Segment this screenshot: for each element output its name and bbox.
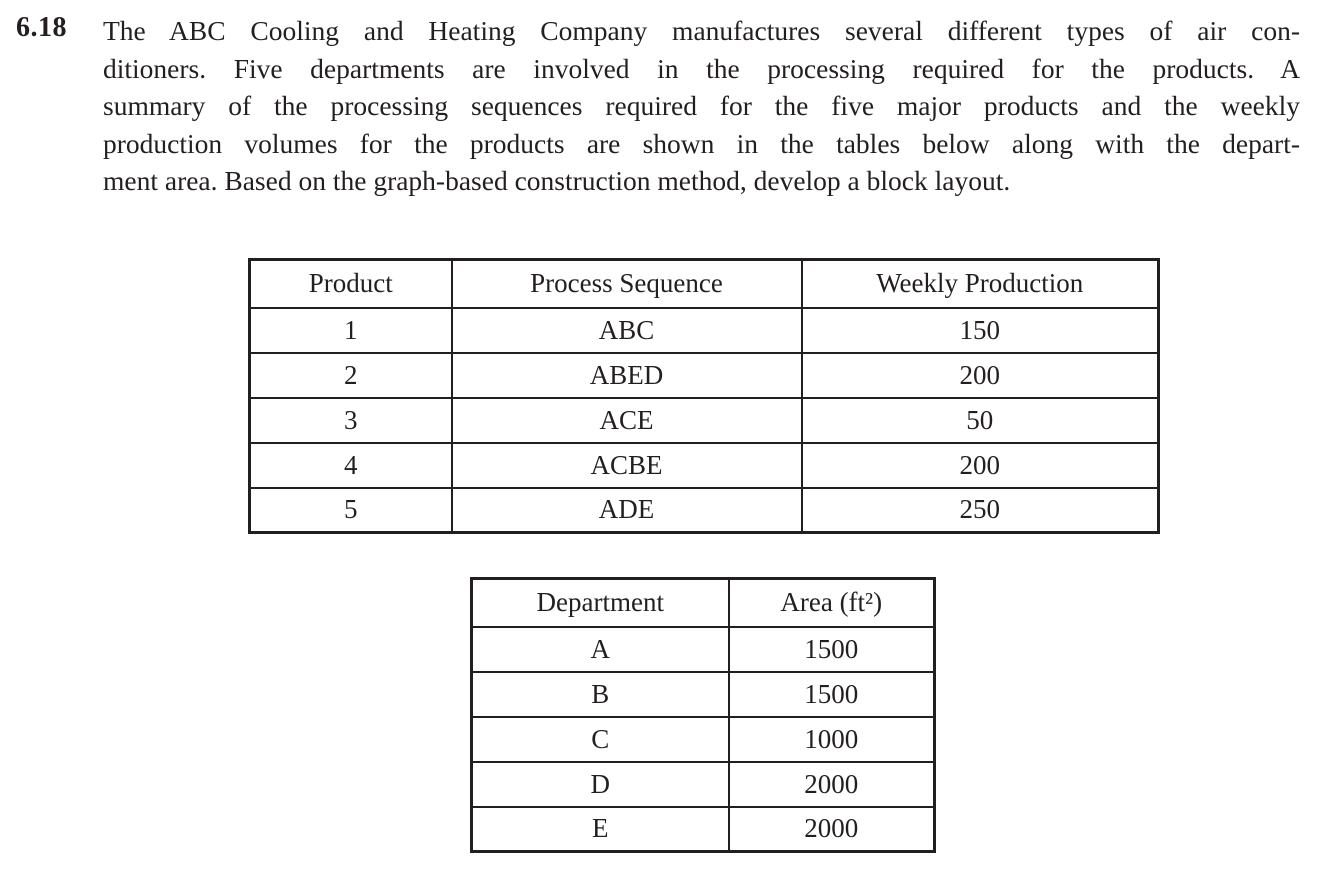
problem-statement	[103, 12, 1300, 200]
table-cell: B	[472, 672, 729, 717]
table-cell: A	[472, 627, 729, 672]
table-cell: E	[472, 807, 729, 852]
department-table-header-row	[472, 579, 935, 627]
table-cell: ACBE	[452, 443, 802, 488]
problem-text-line: production volumes for the products are shown in the tables below along with the depart-	[103, 127, 1300, 159]
table-row	[472, 627, 935, 672]
table-row	[250, 308, 1159, 353]
table-cell: 1500	[729, 672, 935, 717]
product-process-table	[248, 258, 1160, 534]
department-area-table	[470, 577, 936, 853]
table-cell: 1000	[729, 717, 935, 762]
table-cell: 2000	[729, 807, 935, 852]
table-cell: 150	[802, 308, 1159, 353]
table-row	[472, 762, 935, 807]
table-cell: ACE	[452, 398, 802, 443]
table-cell: D	[472, 762, 729, 807]
table-row	[250, 398, 1159, 443]
table-cell: ADE	[452, 488, 802, 533]
table-row	[250, 488, 1159, 533]
table-cell: 5	[250, 488, 452, 533]
problem-text-line: The ABC Cooling and Heating Company manufactures several different types of air con-	[103, 15, 1300, 46]
table-cell: 200	[802, 353, 1159, 398]
table-cell: ABED	[452, 353, 802, 398]
table-row	[472, 807, 935, 852]
header-process-sequence: Process Sequence	[452, 260, 802, 308]
table-cell: 250	[802, 488, 1159, 533]
problem-text-line: summary of the processing sequences required for the five major products and the weekly	[103, 90, 1300, 121]
problem-text-line: ment area. Based on the graph-based construction method, develop a block layout.	[103, 165, 1011, 196]
table-cell: C	[472, 717, 729, 762]
table-cell: 50	[802, 398, 1159, 443]
table-cell: 4	[250, 443, 452, 488]
table-row	[472, 672, 935, 717]
table-row	[250, 353, 1159, 398]
header-department: Department	[472, 579, 729, 627]
table-cell: 1	[250, 308, 452, 353]
table-row	[250, 443, 1159, 488]
table-cell: 2000	[729, 762, 935, 807]
table-cell: 2	[250, 353, 452, 398]
header-area: Area (ft²)	[729, 579, 935, 627]
table-cell: 200	[802, 443, 1159, 488]
problem-text-line: ditioners. Five departments are involved in the processing required for the products. A	[103, 52, 1300, 84]
problem-number: 6.18	[16, 12, 67, 43]
header-weekly-production: Weekly Production	[802, 260, 1159, 308]
table-cell: 1500	[729, 627, 935, 672]
table-row	[472, 717, 935, 762]
table-cell: 3	[250, 398, 452, 443]
product-table-header-row	[250, 260, 1159, 308]
header-product: Product	[250, 260, 452, 308]
table-cell: ABC	[452, 308, 802, 353]
